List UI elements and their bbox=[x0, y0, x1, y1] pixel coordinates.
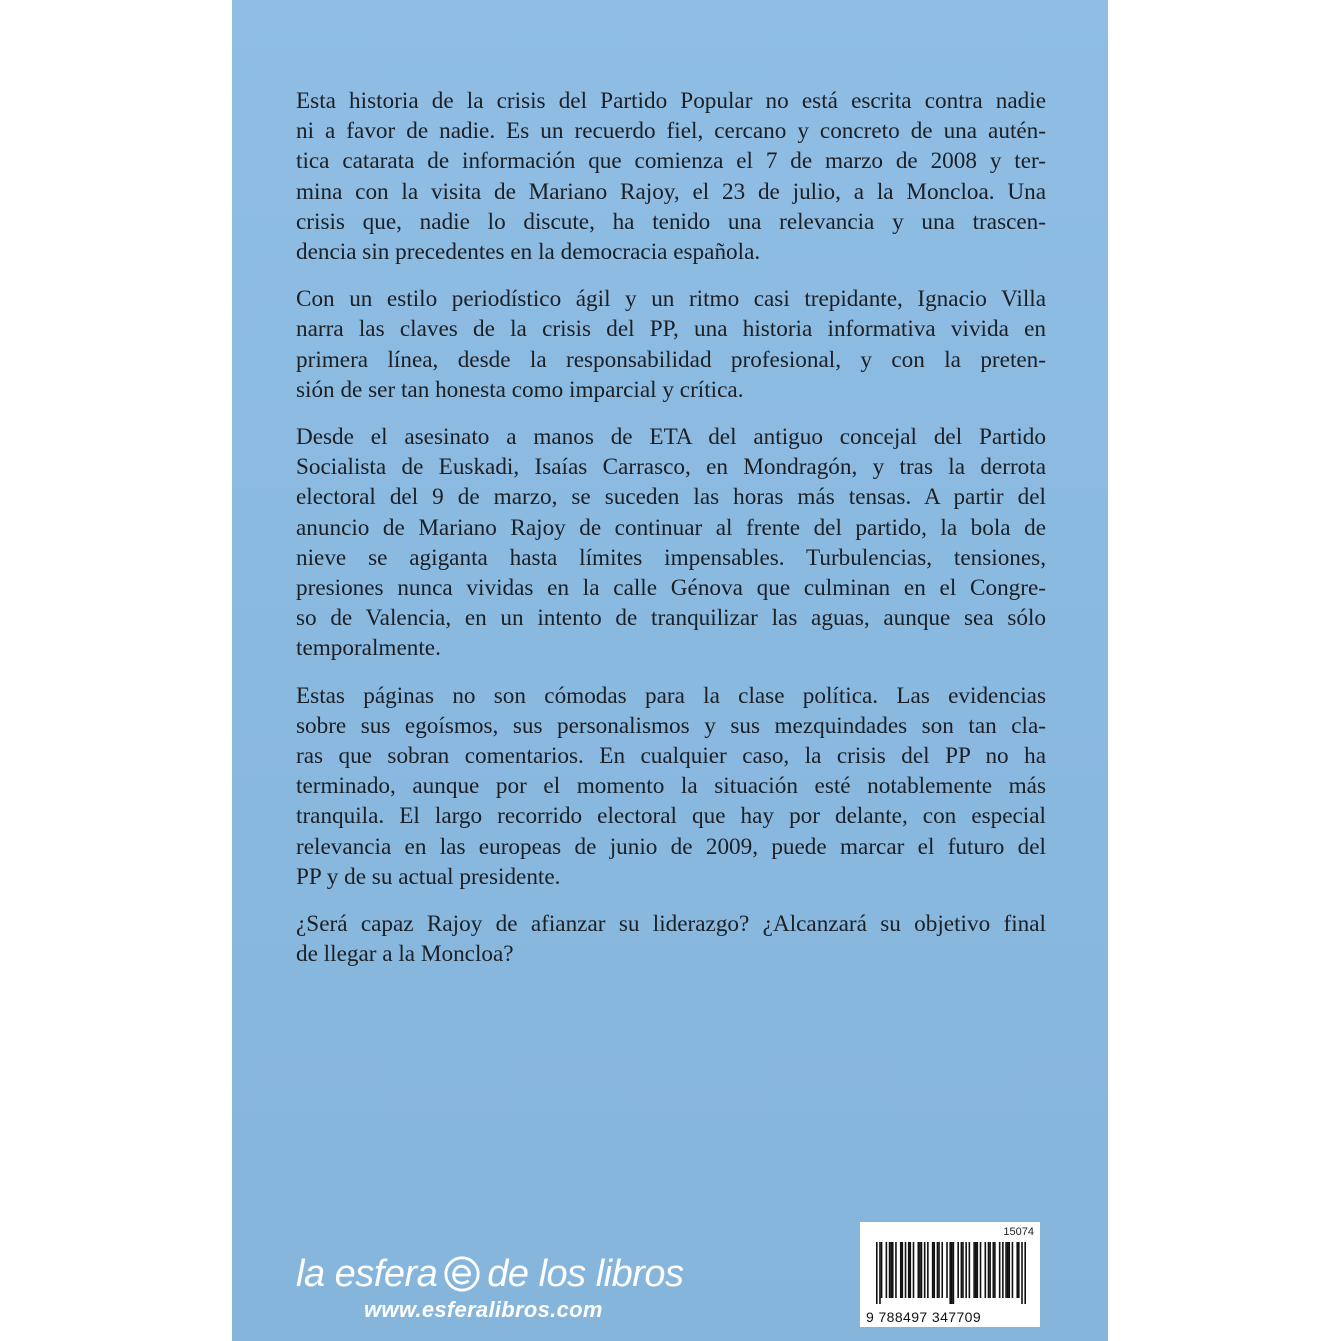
barcode-bars bbox=[876, 1242, 1026, 1304]
barcode-bar bbox=[965, 1242, 967, 1298]
blurb-line: Desde el asesinato a manos de ETA del antiguo concejal del Partido bbox=[296, 424, 1046, 451]
barcode-bar bbox=[908, 1242, 910, 1298]
barcode-bar bbox=[902, 1242, 904, 1298]
barcode-bar bbox=[917, 1242, 919, 1298]
barcode-bar bbox=[890, 1242, 892, 1298]
barcode-bar bbox=[886, 1242, 888, 1298]
barcode-bar bbox=[969, 1242, 971, 1298]
blurb-line: sión de ser tan honesta como imparcial y crítica. bbox=[296, 376, 744, 403]
barcode-bar bbox=[985, 1242, 987, 1298]
blurb-paragraph-3 bbox=[296, 422, 1046, 664]
blurb-line: PP y de su actual presidente. bbox=[296, 863, 561, 890]
barcode-bar bbox=[1021, 1242, 1023, 1304]
barcode-bar bbox=[988, 1242, 990, 1298]
blurb-line: nieve se agiganta hasta límites impensables. Turbulencias, tensiones, bbox=[296, 544, 1046, 571]
barcode-bar bbox=[1008, 1242, 1010, 1298]
publisher-url: www.esferalibros.com bbox=[364, 1297, 603, 1322]
blurb-line: ¿Será capaz Rajoy de afianzar su liderazgo? ¿Alcanzará su objetivo final bbox=[296, 911, 1046, 938]
blurb-line: anuncio de Mariano Rajoy de continuar al frente del partido, la bola de bbox=[296, 514, 1046, 541]
barcode-bar bbox=[1018, 1242, 1020, 1298]
barcode-bar bbox=[949, 1242, 951, 1304]
blurb-line: tica catarata de información que comienza el 7 de marzo de 2008 y ter- bbox=[296, 148, 1046, 175]
barcode-bar bbox=[924, 1242, 926, 1298]
blurb-line: crisis que, nadie lo discute, ha tenido una relevancia y una trascen- bbox=[296, 208, 1046, 235]
barcode-bar bbox=[1012, 1242, 1014, 1298]
blurb-paragraph-1 bbox=[296, 86, 1046, 267]
barcode-code: 15074 bbox=[1003, 1226, 1034, 1238]
back-cover-blurb bbox=[296, 86, 1046, 986]
publisher-logo bbox=[296, 1255, 684, 1323]
blurb-line: temporalmente. bbox=[296, 635, 441, 662]
barcode-bar bbox=[957, 1242, 959, 1298]
barcode-bar bbox=[933, 1242, 935, 1298]
barcode-bar bbox=[999, 1242, 1001, 1298]
barcode-bar bbox=[1005, 1242, 1007, 1298]
blurb-line: presiones nunca vividas en la calle Génova que culminan en el Congre- bbox=[296, 575, 1046, 602]
barcode-bar bbox=[1024, 1242, 1026, 1304]
barcode-bar bbox=[961, 1242, 963, 1298]
barcode-bar bbox=[881, 1242, 883, 1298]
blurb-line: so de Valencia, en un intento de tranquilizar las aguas, aunque sea sólo bbox=[296, 605, 1046, 632]
barcode-digits: 9 788497 347709 bbox=[866, 1309, 981, 1325]
barcode-bar bbox=[910, 1242, 912, 1298]
barcode-bar bbox=[900, 1242, 902, 1298]
blurb-line: primera línea, desde la responsabilidad profesional, y con la preten- bbox=[296, 346, 1046, 373]
blurb-line: narra las claves de la crisis del PP, una historia informativa vivida en bbox=[296, 316, 1046, 343]
blurb-line: Estas páginas no son cómodas para la clase política. Las evidencias bbox=[296, 682, 1046, 709]
barcode-bar bbox=[937, 1242, 939, 1298]
blurb-line: relevancia en las europeas de junio de 2009, puede marcar el futuro del bbox=[296, 833, 1046, 860]
barcode-bar bbox=[1007, 1242, 1009, 1298]
barcode-bar bbox=[977, 1242, 979, 1298]
blurb-line: mina con la visita de Mariano Rajoy, el 23 de julio, a la Moncloa. Una bbox=[296, 178, 1046, 205]
barcode-bar bbox=[905, 1242, 907, 1298]
barcode-bar bbox=[994, 1242, 996, 1298]
barcode-bar bbox=[941, 1242, 943, 1298]
barcode-bar bbox=[946, 1242, 948, 1298]
blurb-line: ni a favor de nadie. Es un recuerdo fiel, cercano y concreto de una autén- bbox=[296, 118, 1046, 145]
barcode-bar bbox=[962, 1242, 964, 1298]
barcode-bar bbox=[992, 1242, 994, 1298]
barcode-bar bbox=[892, 1242, 894, 1298]
blurb-line: tranquila. El largo recorrido electoral que hay por delante, con especial bbox=[296, 803, 1046, 830]
blurb-line: Socialista de Euskadi, Isaías Carrasco, en Mondragón, y tras la derrota bbox=[296, 454, 1046, 481]
barcode-bar bbox=[919, 1242, 921, 1298]
barcode-bar bbox=[938, 1242, 940, 1298]
blurb-line: dencia sin precedentes en la democracia española. bbox=[296, 239, 761, 266]
blurb-line: de llegar a la Moncloa? bbox=[296, 941, 514, 968]
blurb-line: electoral del 9 de marzo, se suceden las horas más tensas. A partir del bbox=[296, 484, 1046, 511]
barcode-bar bbox=[951, 1242, 953, 1304]
publisher-name-left: la esfera bbox=[296, 1253, 438, 1295]
barcode-bar bbox=[876, 1242, 878, 1304]
barcode-bar bbox=[889, 1242, 891, 1298]
blurb-paragraph-4 bbox=[296, 681, 1046, 892]
barcode-bar bbox=[895, 1242, 897, 1298]
barcode-bar bbox=[913, 1242, 915, 1298]
barcode-bar bbox=[879, 1242, 881, 1304]
blurb-line: Con un estilo periodístico ágil y un ritmo casi trepidante, Ignacio Villa bbox=[296, 286, 1046, 313]
barcode-bar bbox=[921, 1242, 923, 1298]
barcode-bar bbox=[932, 1242, 934, 1298]
blurb-line: ras que sobran comentarios. En cualquier caso, la crisis del PP no ha bbox=[296, 743, 1046, 770]
blurb-line: sobre sus egoísmos, sus personalismos y sus mezquindades son tan cla- bbox=[296, 712, 1046, 739]
blurb-paragraph-5 bbox=[296, 909, 1046, 969]
barcode-bar bbox=[927, 1242, 929, 1298]
e-circle-icon bbox=[443, 1255, 481, 1293]
barcode-bar bbox=[1002, 1242, 1004, 1298]
barcode-bar bbox=[953, 1242, 955, 1304]
blurb-paragraph-2 bbox=[296, 284, 1046, 405]
blurb-line: terminado, aunque por el momento la situación esté notablemente más bbox=[296, 773, 1046, 800]
barcode-bar bbox=[989, 1242, 991, 1298]
barcode-bar bbox=[975, 1242, 977, 1298]
blurb-line: Esta historia de la crisis del Partido Popular no está escrita contra nadie bbox=[296, 88, 1046, 114]
barcode-bar bbox=[1016, 1242, 1018, 1298]
publisher-name-right: de los libros bbox=[487, 1253, 684, 1295]
barcode-bar bbox=[973, 1242, 975, 1298]
isbn-barcode bbox=[860, 1222, 1040, 1327]
publisher-name bbox=[296, 1255, 684, 1293]
barcode-bar bbox=[980, 1242, 982, 1298]
